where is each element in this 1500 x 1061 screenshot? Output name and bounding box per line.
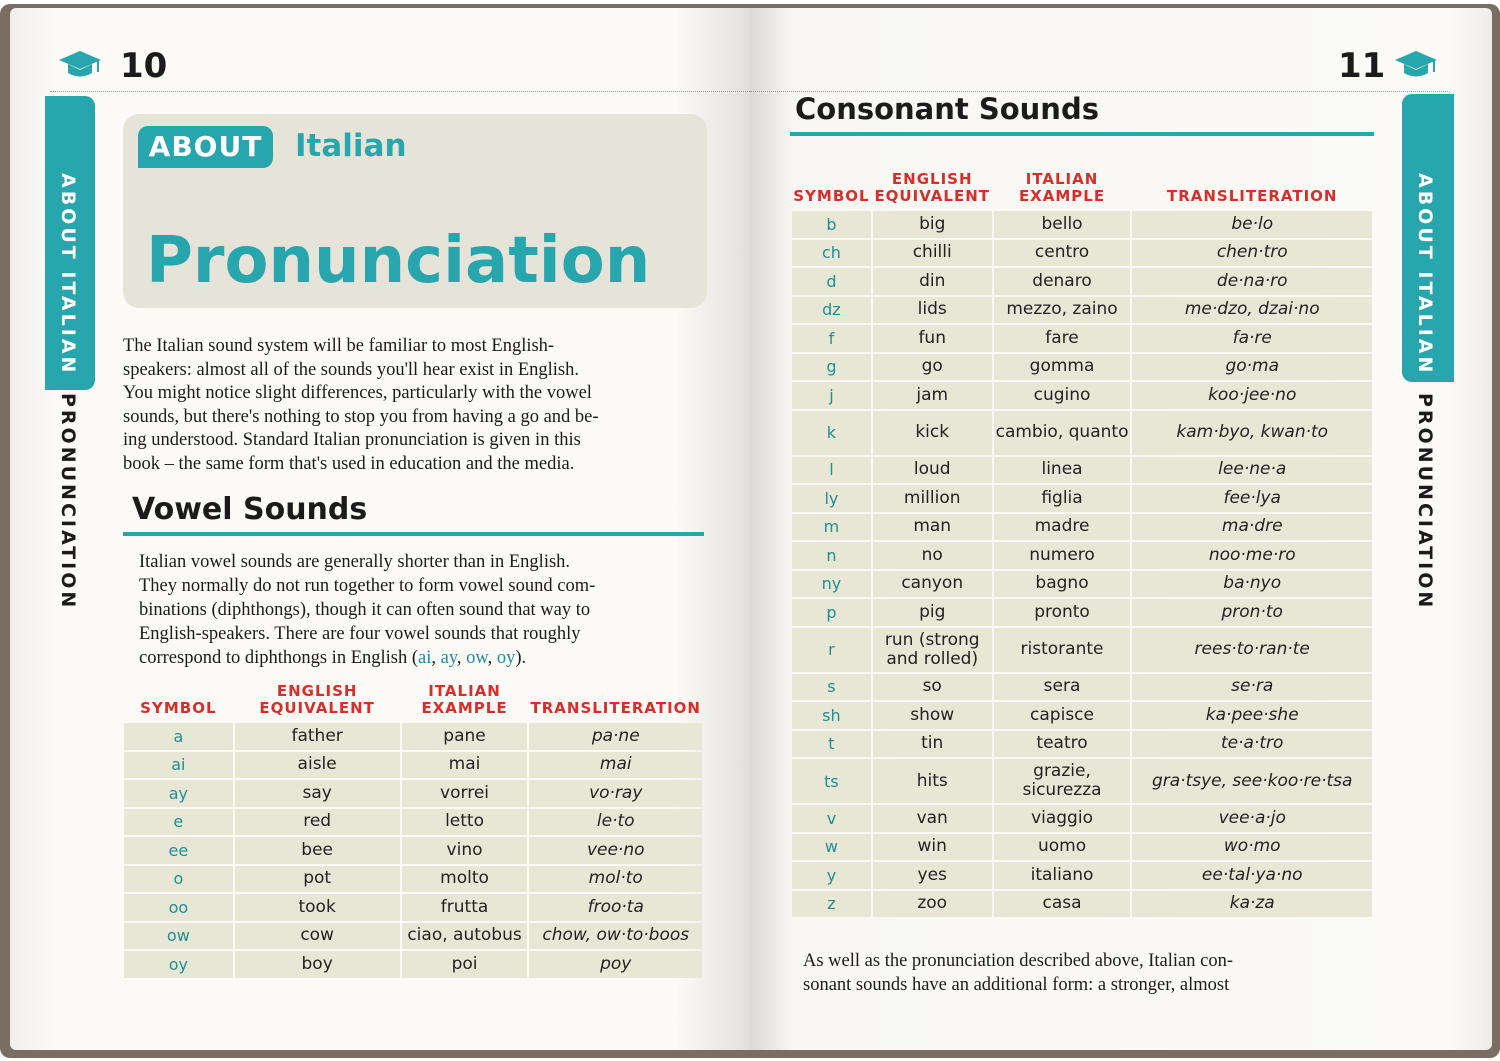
side-tab-section: PRONUNCIATION <box>57 393 79 611</box>
page-title: Pronunciation <box>146 224 651 298</box>
table-row <box>792 805 1372 832</box>
english-cell: lids <box>873 297 992 324</box>
left-page <box>10 8 750 1050</box>
english-cell: pot <box>235 866 400 893</box>
italian-cell: figlia <box>994 485 1131 512</box>
closing-paragraph <box>803 949 1403 997</box>
table-row <box>124 723 702 750</box>
symbol-cell: ay <box>124 780 233 807</box>
symbol-cell: m <box>792 514 871 541</box>
italian-cell: cambio, quanto <box>994 411 1131 455</box>
heading-underline <box>790 132 1374 136</box>
symbol-cell: ly <box>792 485 871 512</box>
side-tab-section: PRONUNCIATION <box>1414 393 1436 611</box>
italian-cell: viaggio <box>994 805 1131 832</box>
vowel-intro-line: They normally do not run together to form vowel sound com- <box>139 576 596 596</box>
intro-line: The Italian sound system will be familiar to most English- <box>123 336 555 356</box>
table-header-row <box>124 682 702 721</box>
header-rule <box>50 91 750 92</box>
vowel-intro-paragraph <box>139 550 719 670</box>
page-number: 11 <box>1338 46 1386 86</box>
italian-cell: centro <box>994 240 1131 267</box>
english-cell: kick <box>873 411 992 455</box>
table-row <box>792 834 1372 861</box>
table-row <box>792 411 1372 455</box>
about-badge: ABOUT <box>138 126 273 168</box>
italian-cell: cugino <box>994 382 1131 409</box>
translit-cell: go·ma <box>1132 354 1372 381</box>
translit-cell: vee·no <box>529 837 702 864</box>
english-cell: took <box>235 894 400 921</box>
table-row <box>792 674 1372 701</box>
graduation-cap-icon <box>58 48 102 82</box>
table-row <box>792 862 1372 889</box>
column-header: SYMBOL <box>140 699 217 717</box>
vowel-intro-line: Italian vowel sounds are generally shorter than in English. <box>139 552 571 572</box>
symbol-cell: oo <box>124 894 233 921</box>
italian-cell: vorrei <box>402 780 528 807</box>
table-row <box>792 485 1372 512</box>
graduation-cap-icon <box>1394 48 1438 82</box>
english-cell: say <box>235 780 400 807</box>
translit-cell: poy <box>529 951 702 978</box>
symbol-cell: f <box>792 325 871 352</box>
column-header: ITALIAN EXAMPLE <box>1018 170 1106 205</box>
english-cell: no <box>873 542 992 569</box>
diphthong-example: ow <box>466 648 488 668</box>
table-row <box>124 951 702 978</box>
table-row <box>792 297 1372 324</box>
table-row <box>124 752 702 779</box>
english-cell: show <box>873 702 992 729</box>
heading-underline <box>123 532 704 536</box>
translit-cell: te·a·tro <box>1132 731 1372 758</box>
symbol-cell: sh <box>792 702 871 729</box>
translit-cell: fee·lya <box>1132 485 1372 512</box>
symbol-cell: z <box>792 891 871 918</box>
vowel-table-body <box>124 723 702 978</box>
translit-cell: ma·dre <box>1132 514 1372 541</box>
italian-cell: mai <box>402 752 528 779</box>
italian-cell: casa <box>994 891 1131 918</box>
translit-cell: koo·jee·no <box>1132 382 1372 409</box>
english-cell: cow <box>235 923 400 950</box>
english-cell: chilli <box>873 240 992 267</box>
consonant-table <box>790 168 1374 919</box>
table-row <box>792 325 1372 352</box>
section-heading: Consonant Sounds <box>795 92 1099 126</box>
italian-cell: mezzo, zaino <box>994 297 1131 324</box>
english-cell: aisle <box>235 752 400 779</box>
symbol-cell: ee <box>124 837 233 864</box>
table-row <box>792 571 1372 598</box>
italian-cell: letto <box>402 809 528 836</box>
intro-line: You might notice slight differences, particularly with the vowel <box>123 383 592 404</box>
intro-line: book – the same form that's used in education and the media. <box>123 453 575 474</box>
closing-line: sonant sounds have an additional form: a stronger, almost <box>803 975 1230 995</box>
table-row <box>124 923 702 950</box>
table-row <box>124 837 702 864</box>
intro-line: ing understood. Standard Italian pronunciation is given in this <box>123 430 581 451</box>
italian-cell: bello <box>994 211 1131 238</box>
italian-cell: gomma <box>994 354 1131 381</box>
symbol-cell: y <box>792 862 871 889</box>
translit-cell: me·dzo, dzai·no <box>1132 297 1372 324</box>
italian-cell: molto <box>402 866 528 893</box>
subject-label: Italian <box>295 128 407 164</box>
english-cell: father <box>235 723 400 750</box>
page-number: 10 <box>120 46 168 86</box>
english-cell: jam <box>873 382 992 409</box>
italian-cell: poi <box>402 951 528 978</box>
translit-cell: pa·ne <box>529 723 702 750</box>
vowel-intro-line: English-speakers. There are four vowel sounds that roughly <box>139 624 581 644</box>
symbol-cell: k <box>792 411 871 455</box>
table-row <box>792 759 1372 803</box>
table-header-row <box>792 170 1372 209</box>
translit-cell: se·ra <box>1132 674 1372 701</box>
consonant-table-body <box>792 211 1372 917</box>
symbol-cell: a <box>124 723 233 750</box>
column-header: ENGLISH EQUIVALENT <box>259 682 375 717</box>
side-tab-label: ABOUT ITALIAN <box>57 173 79 376</box>
symbol-cell: e <box>124 809 233 836</box>
translit-cell: be·lo <box>1132 211 1372 238</box>
column-header: TRANSLITERATION <box>1166 187 1338 205</box>
symbol-cell: ow <box>124 923 233 950</box>
table-row <box>792 599 1372 626</box>
table-row <box>124 894 702 921</box>
english-cell: big <box>873 211 992 238</box>
italian-cell: vino <box>402 837 528 864</box>
symbol-cell: b <box>792 211 871 238</box>
symbol-cell: p <box>792 599 871 626</box>
column-header: SYMBOL <box>793 187 870 205</box>
symbol-cell: g <box>792 354 871 381</box>
vowel-intro-line: binations (diphthongs), though it can often sound that way to <box>139 600 591 620</box>
italian-cell: pronto <box>994 599 1131 626</box>
italian-cell: italiano <box>994 862 1131 889</box>
table-row <box>792 514 1372 541</box>
vowel-intro-line: correspond to diphthongs in English (ai, ay, ow, oy). <box>139 648 527 668</box>
english-cell: canyon <box>873 571 992 598</box>
intro-line: speakers: almost all of the sounds you'll hear exist in English. <box>123 359 579 380</box>
italian-cell: capisce <box>994 702 1131 729</box>
italian-cell: linea <box>994 457 1131 484</box>
italian-cell: madre <box>994 514 1131 541</box>
diphthong-example: oy <box>496 648 516 668</box>
translit-cell: rees·to·ran·te <box>1132 628 1372 672</box>
table-row <box>124 780 702 807</box>
italian-cell: ristorante <box>994 628 1131 672</box>
column-header: ENGLISH EQUIVALENT <box>874 170 990 205</box>
column-header: TRANSLITERATION <box>530 699 701 717</box>
english-cell: pig <box>873 599 992 626</box>
table-row <box>792 240 1372 267</box>
english-cell: red <box>235 809 400 836</box>
translit-cell: lee·ne·a <box>1132 457 1372 484</box>
italian-cell: numero <box>994 542 1131 569</box>
diphthong-example: ay <box>440 648 457 668</box>
english-cell: van <box>873 805 992 832</box>
english-cell: go <box>873 354 992 381</box>
column-header: ITALIAN EXAMPLE <box>421 682 508 717</box>
english-cell: yes <box>873 862 992 889</box>
italian-cell: fare <box>994 325 1131 352</box>
intro-paragraph <box>123 335 723 477</box>
intro-line: sounds, but there's nothing to stop you from having a go and be- <box>123 406 599 427</box>
table-row <box>792 542 1372 569</box>
translit-cell: ka·za <box>1132 891 1372 918</box>
symbol-cell: oy <box>124 951 233 978</box>
table-row <box>124 809 702 836</box>
symbol-cell: r <box>792 628 871 672</box>
symbol-cell: w <box>792 834 871 861</box>
symbol-cell: d <box>792 268 871 295</box>
english-cell: man <box>873 514 992 541</box>
translit-cell: wo·mo <box>1132 834 1372 861</box>
italian-cell: frutta <box>402 894 528 921</box>
translit-cell: ba·nyo <box>1132 571 1372 598</box>
english-cell: hits <box>873 759 992 803</box>
symbol-cell: n <box>792 542 871 569</box>
italian-cell: denaro <box>994 268 1131 295</box>
table-row <box>792 211 1372 238</box>
symbol-cell: ts <box>792 759 871 803</box>
closing-line: As well as the pronunciation described above, Italian con- <box>803 951 1233 971</box>
diphthong-example: ai <box>418 648 432 668</box>
translit-cell: pron·to <box>1132 599 1372 626</box>
english-cell: tin <box>873 731 992 758</box>
symbol-cell: s <box>792 674 871 701</box>
translit-cell: de·na·ro <box>1132 268 1372 295</box>
translit-cell: ee·tal·ya·no <box>1132 862 1372 889</box>
translit-cell: froo·ta <box>529 894 702 921</box>
table-row <box>792 354 1372 381</box>
english-cell: win <box>873 834 992 861</box>
table-row <box>792 891 1372 918</box>
english-cell: bee <box>235 837 400 864</box>
side-tab-label: ABOUT ITALIAN <box>1414 173 1436 376</box>
symbol-cell: o <box>124 866 233 893</box>
italian-cell: grazie, sicurezza <box>994 759 1131 803</box>
translit-cell: kam·byo, kwan·to <box>1132 411 1372 455</box>
italian-cell: bagno <box>994 571 1131 598</box>
translit-cell: vo·ray <box>529 780 702 807</box>
table-row <box>792 457 1372 484</box>
italian-cell: teatro <box>994 731 1131 758</box>
italian-cell: uomo <box>994 834 1131 861</box>
translit-cell: chow, ow·to·boos <box>529 923 702 950</box>
translit-cell: mai <box>529 752 702 779</box>
english-cell: zoo <box>873 891 992 918</box>
english-cell: fun <box>873 325 992 352</box>
right-page <box>750 8 1492 1050</box>
section-heading: Vowel Sounds <box>132 492 368 527</box>
symbol-cell: dz <box>792 297 871 324</box>
symbol-cell: j <box>792 382 871 409</box>
translit-cell: ka·pee·she <box>1132 702 1372 729</box>
english-cell: run (strong and rolled) <box>873 628 992 672</box>
translit-cell: chen·tro <box>1132 240 1372 267</box>
english-cell: loud <box>873 457 992 484</box>
italian-cell: pane <box>402 723 528 750</box>
translit-cell: fa·re <box>1132 325 1372 352</box>
translit-cell: le·to <box>529 809 702 836</box>
italian-cell: ciao, autobus <box>402 923 528 950</box>
vowel-table <box>122 680 704 980</box>
symbol-cell: ny <box>792 571 871 598</box>
table-row <box>792 702 1372 729</box>
translit-cell: vee·a·jo <box>1132 805 1372 832</box>
translit-cell: gra·tsye, see·koo·re·tsa <box>1132 759 1372 803</box>
symbol-cell: v <box>792 805 871 832</box>
symbol-cell: l <box>792 457 871 484</box>
english-cell: so <box>873 674 992 701</box>
english-cell: million <box>873 485 992 512</box>
table-row <box>124 866 702 893</box>
symbol-cell: t <box>792 731 871 758</box>
translit-cell: mol·to <box>529 866 702 893</box>
table-row <box>792 382 1372 409</box>
english-cell: boy <box>235 951 400 978</box>
table-row <box>792 628 1372 672</box>
table-row <box>792 268 1372 295</box>
symbol-cell: ch <box>792 240 871 267</box>
symbol-cell: ai <box>124 752 233 779</box>
italian-cell: sera <box>994 674 1131 701</box>
table-row <box>792 731 1372 758</box>
translit-cell: noo·me·ro <box>1132 542 1372 569</box>
english-cell: din <box>873 268 992 295</box>
